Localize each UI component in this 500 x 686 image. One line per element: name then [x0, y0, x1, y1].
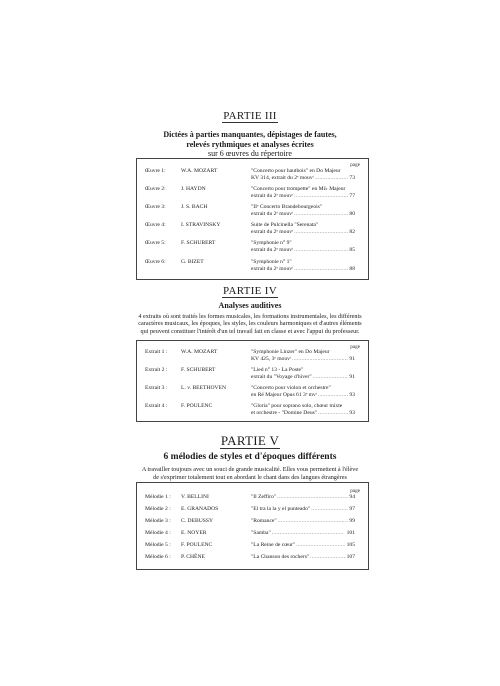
- partie-3-header: [0, 110, 500, 159]
- partie-5-desc-2: de s'exprimer totalement tout en abordant le chant dans des langues étrangères: [153, 473, 347, 481]
- row-page: 91: [349, 356, 355, 362]
- row-page: 73: [349, 175, 355, 181]
- partie-4-table: [136, 340, 369, 422]
- page-column-header: page: [350, 344, 360, 350]
- row-page: 93: [349, 410, 355, 416]
- row-work-detail: extrait du 2ᵉ mouvᵗ: [251, 247, 294, 253]
- row-work: Suite de Pulcinella "Serenata": [251, 222, 319, 228]
- row-work: "Concerto pour violon et orchestre": [251, 385, 331, 391]
- row-page: 99: [349, 518, 355, 524]
- row-composer: W.A. MOZART: [181, 168, 218, 174]
- row-page: 93: [349, 392, 355, 398]
- partie-5-title: PARTIE V: [220, 433, 280, 448]
- row-page: 107: [346, 554, 355, 560]
- row-composer: J. HAYDN: [181, 186, 206, 192]
- row-work-detail: et orchestre - "Domine Deus": [251, 410, 318, 416]
- row-label: Œuvre 4:: [145, 222, 166, 228]
- partie-5-subtitle: 6 mélodies de styles et d'époques différents: [163, 452, 337, 462]
- row-label: Œuvre 3:: [145, 204, 166, 210]
- row-work: "Il Zeffiro": [251, 494, 277, 500]
- row-label: Œuvre 2:: [145, 186, 166, 192]
- row-page: 97: [349, 506, 355, 512]
- row-composer: C. DEBUSSY: [181, 518, 214, 524]
- row-page: 82: [349, 229, 355, 235]
- row-label: Extrait 2 :: [145, 367, 168, 373]
- row-label: Œuvre 1:: [145, 168, 166, 174]
- partie-5-desc-1: A travailler toujours avec un souci de grande musicalité. Elles vous permettent à l'élève: [141, 466, 359, 473]
- partie-4-header: [0, 285, 500, 335]
- row-label: Œuvre 6:: [145, 259, 166, 265]
- row-work: "Symphonie n° 9": [251, 240, 292, 246]
- partie-5-header: [0, 433, 500, 481]
- row-composer: E. NOYER: [181, 530, 207, 536]
- row-work: "Symphonie n° 1": [251, 259, 292, 265]
- row-page: 80: [349, 211, 355, 217]
- row-work-detail: KV 314, extrait du 2ᵉ mouvᵗ: [251, 175, 314, 181]
- row-page: 105: [346, 542, 355, 548]
- row-page: 91: [349, 374, 355, 380]
- row-composer: L. v. BEETHOVEN: [181, 385, 227, 391]
- row-composer: F. POULENC: [181, 542, 213, 548]
- partie-4-desc-2: caractères musicaux, les époques, les styles, les couleurs harmoniques et d'autres éléments: [138, 320, 362, 328]
- row-work: "Symphonie Linzer" en Do Majeur: [251, 349, 330, 355]
- row-composer: F. POULENC: [181, 403, 213, 409]
- row-work-detail: extrait du 2ᵉ mouvᵗ: [251, 193, 294, 199]
- row-work: "Lied n° 13 - La Poste": [251, 367, 304, 373]
- row-label: Mélodie 6 :: [145, 554, 171, 560]
- partie-4-desc-1: 4 extraits où sont traités les formes musicales, les formations instrumentales, les différents: [138, 312, 362, 320]
- row-page: 94: [349, 494, 355, 500]
- row-work: "IIᵉ Concerto Brandebourgeois": [251, 204, 323, 210]
- row-label: Mélodie 2 :: [145, 506, 171, 512]
- partie-3-subtitle-1: Dictées à parties manquantes, dépistages de fautes,: [163, 130, 337, 139]
- row-work-detail: extrait du 2ᵉ mouvᵗ: [251, 211, 294, 217]
- row-work: "Romance": [251, 518, 277, 524]
- row-label: Œuvre 5:: [145, 240, 166, 246]
- row-composer: I. STRAVINSKY: [181, 222, 221, 228]
- partie-3-subtitle-3: sur 6 œuvres du répertoire: [208, 149, 292, 158]
- row-composer: V. BELLINI: [181, 494, 209, 500]
- partie-3-title: PARTIE III: [223, 110, 277, 122]
- row-work: "La Reine de cœur": [251, 542, 296, 548]
- row-composer: G. BIZET: [181, 259, 204, 265]
- partie-4-title: PARTIE IV: [223, 285, 277, 297]
- row-page: 88: [349, 266, 355, 272]
- page-column-header: page: [350, 488, 360, 494]
- row-work-detail: extrait du 2ᵉ mouvᵗ: [251, 266, 294, 272]
- row-work-detail: KV 425, 3ᵉ mouvᵗ: [251, 356, 292, 362]
- row-page: 77: [349, 193, 355, 199]
- partie-4-desc-3: qui peuvent constituer l'intérêt d'un tel travail fait en classe et avec l'appui du professeur.: [140, 327, 360, 335]
- row-work-detail: extrait du 2ᵉ mouvᵗ: [251, 229, 294, 235]
- row-work: "Concerto pour trompette" en Mi♭ Majeur: [251, 186, 346, 192]
- row-page: 101: [346, 530, 355, 536]
- partie-3-table: [136, 158, 369, 280]
- row-composer: E. GRANADOS: [181, 506, 219, 512]
- row-work: "Samba": [251, 530, 271, 536]
- row-label: Extrait 1 :: [145, 349, 168, 355]
- row-work: "La Chanson des rochers": [251, 554, 310, 560]
- row-page: 85: [349, 247, 355, 253]
- row-work: "Gloria" pour soprano solo, chœur mixte: [251, 403, 343, 409]
- partie-3-subtitle-2: relevés rythmiques et analyses écrites: [186, 139, 314, 149]
- row-work-detail: en Ré Majeur Opus 61 3ᵉ mvᵗ: [251, 392, 317, 398]
- row-work: "Concerto pour hautbois" en Do Majeur: [251, 168, 341, 174]
- partie-5-table: [136, 482, 369, 570]
- row-composer: F. SCHUBERT: [181, 367, 216, 373]
- row-label: Mélodie 3 :: [145, 518, 171, 524]
- row-composer: F. SCHUBERT: [181, 240, 216, 246]
- row-label: Extrait 4 :: [145, 403, 168, 409]
- row-label: Extrait 3 :: [145, 385, 168, 391]
- row-composer: W.A. MOZART: [181, 349, 218, 355]
- row-label: Mélodie 1 :: [145, 494, 171, 500]
- row-composer: P. CHÊNE: [181, 554, 205, 560]
- page-column-header: page: [350, 162, 360, 168]
- partie-4-subtitle: Analyses auditives: [218, 301, 282, 310]
- row-label: Mélodie 5 :: [145, 542, 171, 548]
- row-label: Mélodie 4 :: [145, 530, 171, 536]
- row-work: "El tra la la y el punteado": [251, 506, 311, 512]
- row-work-detail: extrait du "Voyage d'hiver": [251, 374, 312, 380]
- row-composer: J. S. BACH: [181, 204, 208, 210]
